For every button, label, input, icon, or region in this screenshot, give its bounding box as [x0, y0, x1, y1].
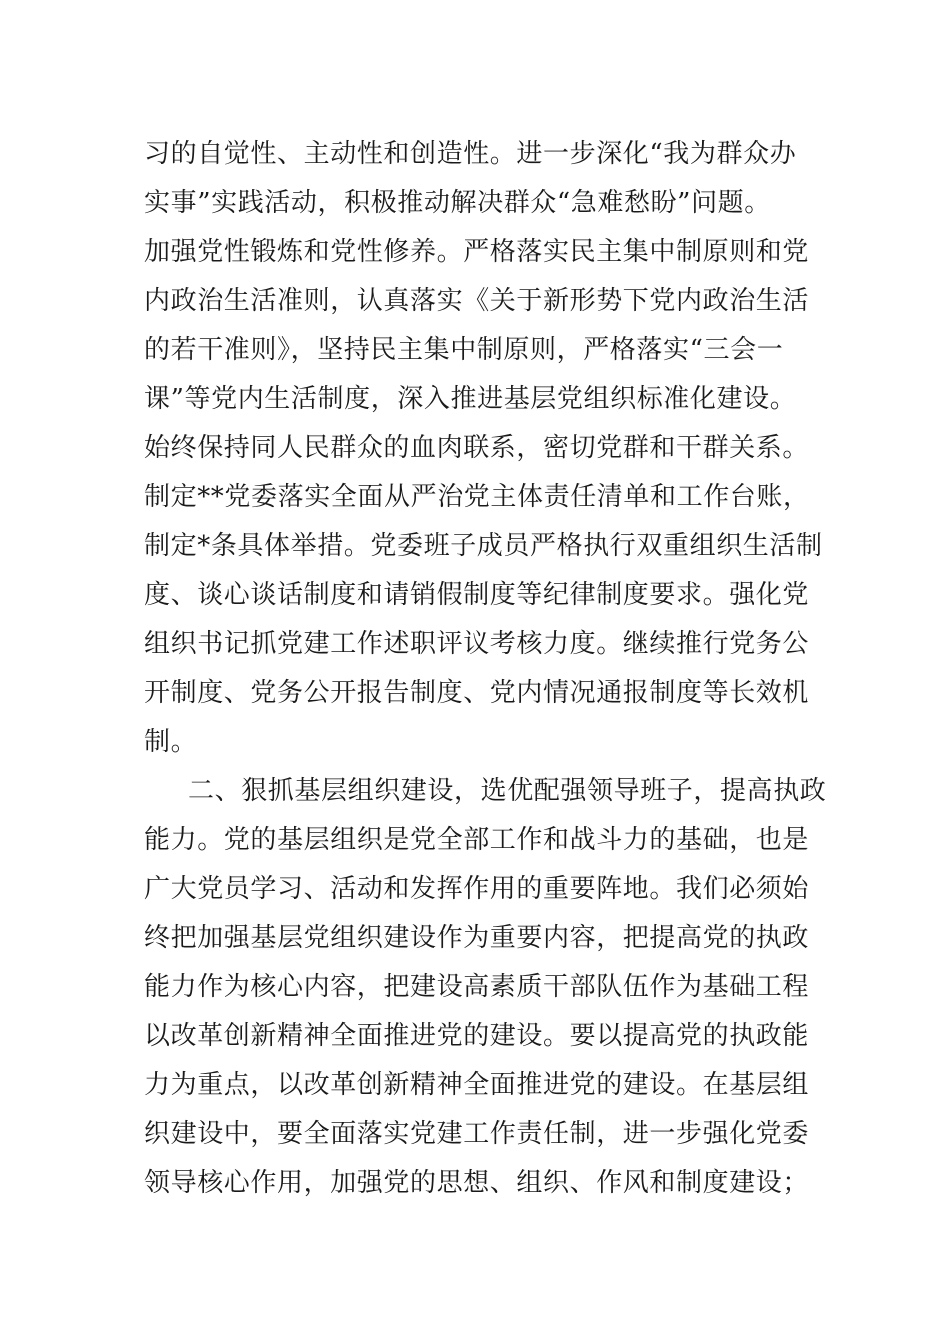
- text-line-10: 度、谈心谈话制度和请销假制度等纪律制度要求。强化党: [144, 580, 810, 610]
- text-line-22: 领导核心作用，加强党的思想、组织、作风和制度建设；: [144, 1168, 810, 1198]
- text-line-17: 终把加强基层党组织建设作为重要内容，把提高党的执政: [144, 923, 810, 953]
- text-line-16: 广大党员学习、活动和发挥作用的重要阵地。我们必须始: [144, 874, 810, 904]
- text-line-3: 加强党性锻炼和党性修养。严格落实民主集中制原则和党: [144, 237, 810, 267]
- text-line-9: 制定*条具体举措。党委班子成员严格执行双重组织生活制: [144, 531, 823, 561]
- text-line-21: 织建设中，要全面落实党建工作责任制，进一步强化党委: [144, 1119, 810, 1149]
- text-line-11: 组织书记抓党建工作述职评议考核力度。继续推行党务公: [144, 629, 810, 659]
- text-line-4: 内政治生活准则，认真落实《关于新形势下党内政治生活: [144, 286, 810, 316]
- text-line-8: 制定**党委落实全面从严治党主体责任清单和工作台账，: [144, 482, 810, 512]
- text-line-18: 能力作为核心内容，把建设高素质干部队伍作为基础工程: [144, 972, 810, 1002]
- text-line-1: 习的自觉性、主动性和创造性。进一步深化“我为群众办: [144, 139, 797, 169]
- section-heading-line: 二、狠抓基层组织建设，选优配强领导班子，提高执政: [188, 776, 827, 806]
- text-line-6: 课”等党内生活制度，深入推进基层党组织标准化建设。: [144, 384, 797, 414]
- text-line-5: 的若干准则》，坚持民主集中制原则，严格落实“三会一: [144, 335, 784, 365]
- text-line-13: 制。: [144, 727, 198, 757]
- text-line-2: 实事”实践活动，积极推动解决群众“急难愁盼”问题。: [144, 188, 771, 218]
- text-line-19: 以改革创新精神全面推进党的建设。要以提高党的执政能: [144, 1021, 810, 1051]
- text-line-15: 能力。党的基层组织是党全部工作和战斗力的基础，也是: [144, 825, 810, 855]
- text-line-12: 开制度、党务公开报告制度、党内情况通报制度等长效机: [144, 678, 810, 708]
- text-line-20: 力为重点，以改革创新精神全面推进党的建设。在基层组: [144, 1070, 810, 1100]
- text-line-7: 始终保持同人民群众的血肉联系，密切党群和干群关系。: [144, 433, 810, 463]
